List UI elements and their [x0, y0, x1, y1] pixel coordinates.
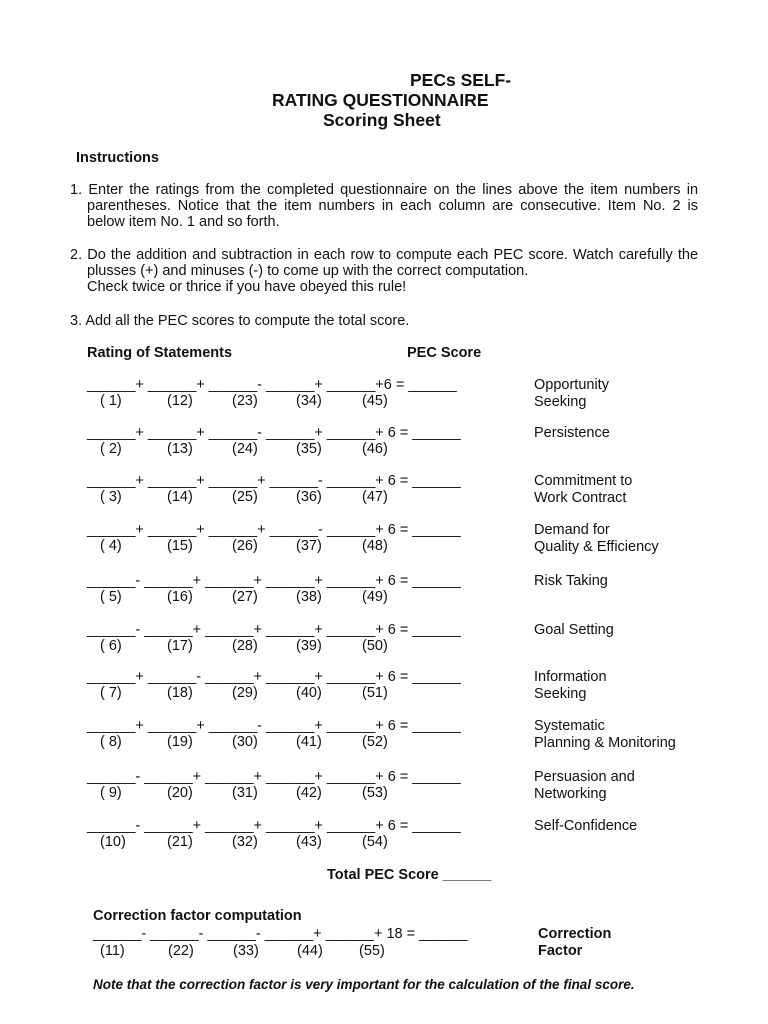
item-number: (49)	[362, 589, 388, 605]
pec-name-line: Networking	[534, 786, 607, 802]
item-number: (23)	[232, 393, 258, 409]
item-number: (34)	[296, 393, 322, 409]
pec-name-line: Information	[534, 669, 607, 685]
item-number: ( 9)	[100, 785, 122, 801]
item-numbers	[0, 834, 520, 852]
pec-row	[0, 522, 768, 562]
pec-name-line: Work Contract	[534, 490, 627, 506]
title-line-3: Scoring Sheet	[323, 110, 441, 130]
pec-name	[534, 818, 637, 835]
item-numbers	[0, 734, 520, 752]
item-number: (43)	[296, 834, 322, 850]
rating-formula: ______+ ______+ ______- ______+ ______+6 = ______	[87, 377, 457, 393]
item-number: (30)	[232, 734, 258, 750]
pec-name-line: Risk Taking	[534, 573, 608, 589]
item-number: (27)	[232, 589, 258, 605]
pec-name	[534, 669, 607, 703]
pec-score-header: PEC Score	[407, 345, 482, 361]
rating-formula: ______+ ______+ ______+ ______- ______+ 6 = ______	[87, 473, 461, 489]
instruction-number: 3.	[70, 313, 83, 329]
item-number: (19)	[167, 734, 193, 750]
pec-row	[0, 473, 768, 513]
item-number: (38)	[296, 589, 322, 605]
rating-formula: ______+ ______+ ______+ ______- ______+ 6 = ______	[87, 522, 461, 538]
pec-name-line: Goal Setting	[534, 622, 614, 638]
pec-row	[0, 377, 768, 417]
item-number: (13)	[167, 441, 193, 457]
pec-name-line: Seeking	[534, 686, 587, 702]
instruction-continuation: Check twice or thrice if you have obeyed this rule!	[87, 279, 407, 295]
pec-row	[0, 425, 768, 465]
pec-name-line: Planning & Monitoring	[534, 735, 676, 751]
rating-formula: ______+ ______- ______+ ______+ ______+ 6 = ______	[87, 669, 461, 685]
correction-label-1: Correction	[538, 926, 612, 942]
instruction-item	[70, 247, 698, 295]
item-numbers	[0, 489, 520, 507]
item-numbers	[0, 393, 520, 411]
pec-name-line: Seeking	[534, 394, 587, 410]
item-numbers	[0, 638, 520, 656]
item-numbers	[0, 589, 520, 607]
item-number: (50)	[362, 638, 388, 654]
item-number: (52)	[362, 734, 388, 750]
correction-item-number: (11)	[100, 943, 125, 959]
instruction-number: 1.	[70, 182, 83, 198]
title-line-2: RATING QUESTIONNAIRE	[272, 90, 489, 110]
item-number: (24)	[232, 441, 258, 457]
instruction-text: Do the addition and subtraction in each row to compute each PEC score. Watch carefully the	[87, 247, 699, 263]
item-number: (37)	[296, 538, 322, 554]
item-number: ( 7)	[100, 685, 122, 701]
instruction-text: Add all the PEC scores to compute the total score.	[85, 313, 410, 329]
item-numbers	[0, 785, 520, 803]
item-number: (26)	[232, 538, 258, 554]
item-number: ( 6)	[100, 638, 122, 654]
correction-formula: ______- ______- ______- ______+ ______+ 18 = ______	[93, 926, 468, 942]
item-number: (14)	[167, 489, 193, 505]
pec-name	[534, 718, 676, 752]
pec-name-line: Opportunity	[534, 377, 609, 393]
instruction-first-line	[70, 313, 698, 329]
instruction-item	[70, 182, 698, 230]
item-number: (16)	[167, 589, 193, 605]
item-number: (12)	[167, 393, 193, 409]
item-number: (32)	[232, 834, 258, 850]
pec-row	[0, 573, 768, 613]
rating-formula: ______- ______+ ______+ ______+ ______+ 6 = ______	[87, 573, 461, 589]
pec-name-line: Persuasion and	[534, 769, 635, 785]
item-numbers	[0, 441, 520, 459]
pec-name-line: Systematic	[534, 718, 605, 734]
instruction-first-line	[70, 247, 698, 263]
pec-name	[534, 573, 608, 590]
pec-row	[0, 622, 768, 662]
rating-formula: ______+ ______+ ______- ______+ ______+ 6 = ______	[87, 718, 461, 734]
pec-name-line: Commitment to	[534, 473, 633, 489]
instruction-item	[70, 313, 698, 329]
rating-formula: ______- ______+ ______+ ______+ ______+ 6 = ______	[87, 818, 461, 834]
item-number: (17)	[167, 638, 193, 654]
item-number: (46)	[362, 441, 388, 457]
item-number: (25)	[232, 489, 258, 505]
item-number: ( 2)	[100, 441, 122, 457]
item-number: (48)	[362, 538, 388, 554]
item-numbers	[0, 685, 520, 703]
item-number: (21)	[167, 834, 193, 850]
item-number: (54)	[362, 834, 388, 850]
item-number: (18)	[167, 685, 193, 701]
instruction-continuation: plusses (+) and minuses (-) to come up with the correct computation.	[87, 263, 529, 279]
correction-note: Note that the correction factor is very important for the calculation of the final score.	[93, 977, 635, 992]
item-number: (40)	[296, 685, 322, 701]
item-number: (45)	[362, 393, 388, 409]
item-number: ( 3)	[100, 489, 122, 505]
pec-name-line: Demand for	[534, 522, 610, 538]
pec-name	[534, 769, 635, 803]
item-number: (51)	[362, 685, 388, 701]
item-number: (36)	[296, 489, 322, 505]
item-number: (15)	[167, 538, 193, 554]
item-number: (10)	[100, 834, 126, 850]
correction-item-number: (44)	[297, 943, 323, 959]
item-number: (29)	[232, 685, 258, 701]
pec-name	[534, 377, 609, 411]
pec-name	[534, 622, 614, 639]
correction-item-number: (55)	[359, 943, 385, 959]
pec-row	[0, 669, 768, 709]
rating-formula: ______+ ______+ ______- ______+ ______+ 6 = ______	[87, 425, 461, 441]
pec-name	[534, 522, 659, 556]
pec-name-line: Persistence	[534, 425, 610, 441]
instructions-heading: Instructions	[76, 150, 159, 166]
pec-row	[0, 718, 768, 758]
item-number: (41)	[296, 734, 322, 750]
correction-item-number: (33)	[233, 943, 259, 959]
title-line-1: PECs SELF-	[410, 70, 512, 90]
rating-header: Rating of Statements	[87, 345, 233, 361]
pec-name	[534, 473, 632, 507]
item-number: (53)	[362, 785, 388, 801]
instruction-text: Enter the ratings from the completed questionnaire on the lines above the item numbers in	[88, 182, 699, 198]
pec-row	[0, 818, 768, 858]
item-number: ( 1)	[100, 393, 122, 409]
instruction-number: 2.	[70, 247, 83, 263]
item-number: (20)	[167, 785, 193, 801]
item-number: (47)	[362, 489, 388, 505]
correction-heading: Correction factor computation	[93, 908, 302, 924]
rating-formula: ______- ______+ ______+ ______+ ______+ 6 = ______	[87, 769, 461, 785]
item-numbers	[0, 538, 520, 556]
item-number: ( 5)	[100, 589, 122, 605]
item-number: (39)	[296, 638, 322, 654]
item-number: (35)	[296, 441, 322, 457]
item-number: ( 8)	[100, 734, 122, 750]
instruction-continuation: parentheses. Notice that the item numbers in each column are consecutive. Item No. 2 is below item No. 1 and so forth.	[87, 198, 698, 230]
pec-name-line: Quality & Efficiency	[534, 539, 659, 555]
pec-name-line: Self-Confidence	[534, 818, 638, 834]
item-number: (28)	[232, 638, 258, 654]
pec-row	[0, 769, 768, 809]
item-number: (42)	[296, 785, 322, 801]
total-pec-score: Total PEC Score ______	[327, 867, 492, 883]
instruction-first-line	[70, 182, 698, 198]
item-number: ( 4)	[100, 538, 122, 554]
correction-item-number: (22)	[168, 943, 194, 959]
correction-label-2: Factor	[538, 943, 583, 959]
item-number: (31)	[232, 785, 258, 801]
rating-formula: ______- ______+ ______+ ______+ ______+ 6 = ______	[87, 622, 461, 638]
pec-name	[534, 425, 610, 442]
